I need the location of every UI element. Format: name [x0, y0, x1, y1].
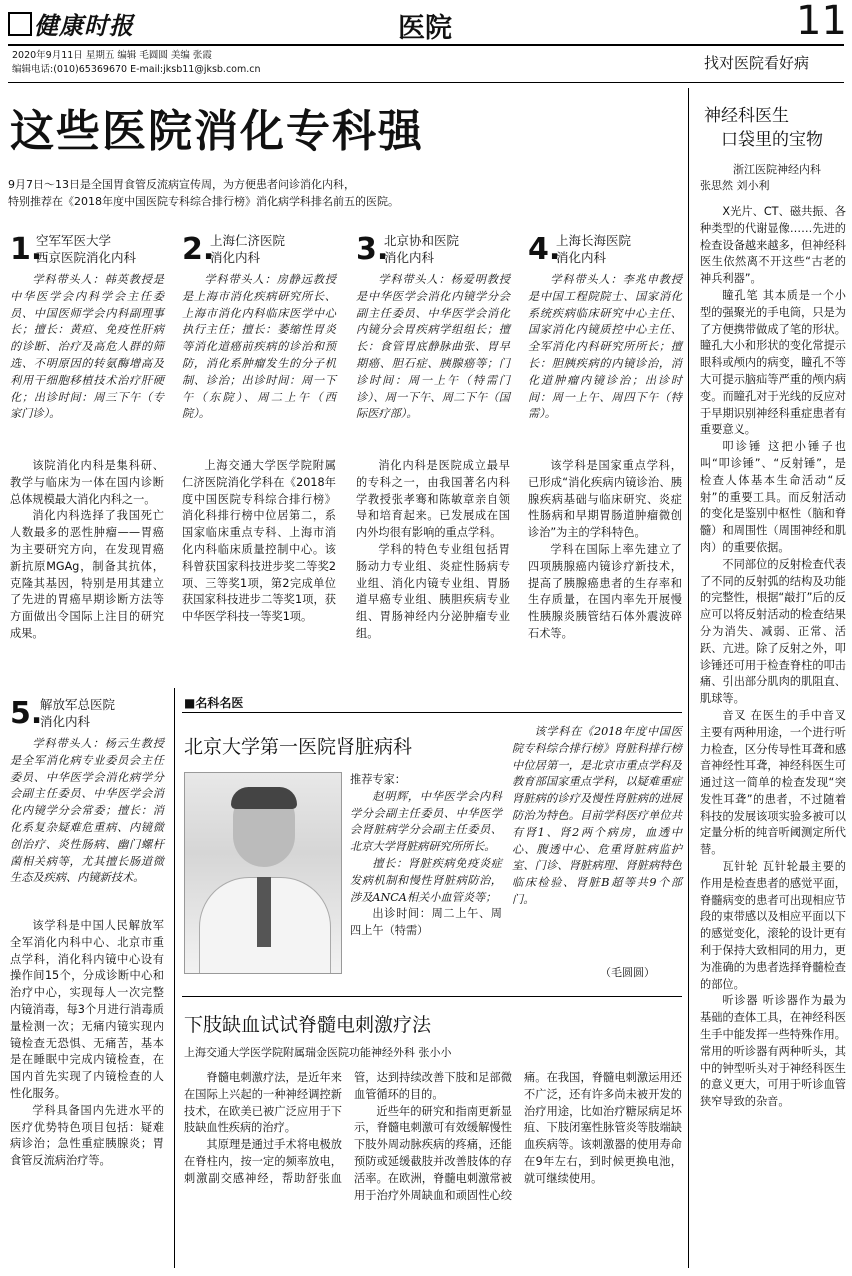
- hospital-name-line: 空军军医大学: [36, 233, 112, 248]
- body-paragraph: 瞳孔笔 其本质是一个小型的强聚光的手电筒，只是为了方便携带做成了笔的形状。瞳孔大小和形状的变化常提示眼科或颅内的病变，瞳孔不等大可提示脑疝等严重的颅内病变。而瞳孔对于光线的反应对于早期识别神经科重症患者有重要意义。: [700, 288, 846, 437]
- hospital-name: [210, 232, 285, 266]
- body-paragraph: 脊髓电刺激疗法，是近年来在国际上兴起的一种神经调控新技术，在欧美已被广泛应用于下肢缺血性疾病的治疗。: [184, 1071, 342, 1135]
- body-paragraph: 学科具备国内先进水平的医疗优势特色项目包括：疑难病诊治；急性重症胰腺炎；胃食管反流病治疗等。: [10, 1103, 164, 1168]
- recommend-label: 推荐专家：: [350, 773, 406, 786]
- sidebar-author-line: 张思然 刘小利: [700, 179, 770, 192]
- hospital-name-line: 消化内科: [384, 250, 435, 265]
- body-paragraph: 听诊器 听诊器作为最为基础的查体工具，在神经科医生手中能发挥一些特殊作用。常用的听诊器有两种听头，其中的钟型听头对于神经科医生的意义更大，可用于听诊血管狭窄导致的杂音。: [700, 994, 846, 1109]
- body-paragraph: 该学科是国家重点学科，已形成“消化疾病内镜诊治、胰腺疾病基础与临床研究、炎症性肠病和早期胃肠道肿瘤微创诊治”为主的学科特色。: [528, 459, 682, 540]
- hospital-name: [384, 232, 459, 266]
- sidebar-title-line: 口袋里的宝物: [721, 130, 823, 150]
- sidebar-divider: [688, 88, 689, 1268]
- doctor-tie-shape: [257, 877, 271, 947]
- hospital-body: [356, 458, 510, 643]
- hospital-number: 2.: [182, 232, 215, 267]
- famous-dept-label-text: 名科名医: [195, 696, 244, 710]
- recommend-expert: [350, 772, 502, 940]
- hospital-name-line: 消化内科: [210, 250, 261, 265]
- hospital-body: [528, 458, 682, 643]
- hospital-name-line: 消化内科: [556, 250, 607, 265]
- doctor-hair-shape: [231, 787, 297, 809]
- masthead-bottom-rule: [8, 82, 844, 83]
- leader-bio: 学科带头人：杨爱明教授是中华医学会消化内镜学分会副主任委员、中华医学会消化内镜分会胃疾病学组组长；擅长：食管胃底静脉曲张、胃早期癌、胆石症、胰腺癌等；门诊时间：周一上午（特需门诊）、周一下午、周二下午（国际医疗部）。: [356, 273, 510, 421]
- famous-dept-label: [184, 694, 243, 711]
- main-headline: 这些医院消化专科强: [10, 106, 424, 157]
- logo-mark-icon: [8, 12, 32, 36]
- body-paragraph: 该学科是中国人民解放军全军消化内科中心、北京市重点学科，消化科内镜中心设有操作间15个，分成诊断中心和治疗中心，实现每人一次完整内镜消毒，每3个月进行消毒质量检测一次；无痛内镜实现内镜检查无恐惧、无痛苦，基本是在睡眠中完成内镜检查，在国内首先实现了内镜检查的人性化服务。: [10, 919, 164, 1100]
- body-paragraph: 近些年的研究和指南更新显示，脊髓电刺激可有效缓解慢性下肢外周动脉疾病的疼痛，还能预防或延缓截肢并改善肢体的存活率。在欧洲，脊髓电刺激常被用于治疗外周缺血和顽固性心绞痛。在我国，脊髓电刺激运用还不广泛，还有许多尚未被开发的治疗用途，比如治疗糖尿病足坏疽、下肢闭塞性脉管炎等肢端缺血疾病等。该刺激器的使用寿命在9年左右，到时候更换电池，就可继续使用。: [354, 1071, 682, 1202]
- doctor-photo: [184, 772, 342, 974]
- expert-bio: 赵明辉，中华医学会内科学分会副主任委员、中华医学会肾脏病学分会副主任委员、北京大学肾脏病研究所所长。: [350, 789, 502, 854]
- body-paragraph: 该院消化内科是集科研、教学与临床为一体在国内诊断总体规模最大消化内科之一。: [10, 459, 164, 506]
- contact-line: 编辑电话:(010)65369670 E-mail:jksb11@jksb.com.cn: [12, 64, 261, 75]
- hospital-number: 3.: [356, 232, 389, 267]
- body-paragraph: 学科的特色专业组包括胃肠动力专业组、炎症性肠病专业组、消化内镜专业组、胃肠道早癌专业组、胰胆疾病专业组、胃肠神经内分泌肿瘤专业组。: [356, 542, 510, 640]
- intro-line: 9月7日～13日是全国胃食管反流病宣传周，为方便患者问诊消化内科，: [8, 178, 355, 191]
- hospital-name-line: 上海仁济医院: [210, 233, 286, 248]
- body-paragraph: 不同部位的反射检查代表了不同的反射弧的结构及功能的完整性，根据“敲打”后的反应可以将反射活动的检查结果分为消失、减弱、正常、活跃、亢进。除了反射之外，叩诊锤还可用于检查脊柱的叩击痛、引出部分肌肉的肌阻直、肌球等。: [700, 557, 846, 706]
- body-paragraph: 上海交通大学医学院附属仁济医院消化学科在《2018年度中国医院专科综合排行榜》消化科排行榜中位居第二，系国家临床重点专科、上海市消化内科临床质量控制中心。该科曾获国家科技进步奖二等奖2项、三等奖1项，第2完成单位获国家科技进步二等奖1项，获中华医学科技一等奖1项。: [182, 459, 336, 624]
- article2-title: 下肢缺血试试脊髓电刺激疗法: [184, 1014, 432, 1036]
- sidebar-body: [700, 204, 846, 1111]
- intro-line: 特别推荐在《2018年度中国医院专科综合排行榜》消化病学科排名前五的医院。: [8, 195, 399, 208]
- date-line: 2020年9月11日 星期五 编辑 毛圆圆 美编 张霞: [12, 50, 212, 61]
- body-paragraph: 消化内科是医院成立最早的专科之一，由我国著名内科学教授张孝骞和陈敏章亲自领导和培育起来。已发展成在国内外均很有影响的重点学科。: [356, 459, 510, 540]
- body-paragraph: X光片、CT、磁共振、各种类型的代谢显像……先进的检查设备越来越多，但神经科医生依然离不开这些“古老的神兵利器”。: [700, 205, 846, 286]
- hospital-name-line: 解放军总医院: [40, 697, 116, 712]
- headline-intro: [8, 176, 399, 210]
- sidebar-title-line: 神经科医生: [704, 106, 789, 126]
- famous-dept-rule: [182, 712, 682, 713]
- leader-bio: 学科带头人：韩英教授是中华医学会内科学会主任委员、中国医师学会内科副理事长；擅长：黄疸、免疫性肝病的诊断、治疗及高危人群的筛选、不明原因的转氨酶增高及利用干细胞移植技术治疗肝硬化；出诊时间：周三下午（专家门诊）。: [10, 273, 164, 421]
- hospital-name-line: 上海长海医院: [556, 233, 632, 248]
- body-paragraph: 学科在国际上率先建立了四项胰腺癌内镜诊疗新技术，提高了胰腺癌患者的生存率和生存质量，在国内率先开展慢性胰腺炎胰管结石体外震波碎石术等。: [528, 542, 682, 640]
- logo-text: 健康时报: [34, 11, 134, 40]
- hospital-name: [556, 232, 631, 266]
- sidebar-title: [704, 104, 823, 152]
- column-divider: [174, 688, 175, 1268]
- hospital-number: 1.: [10, 232, 43, 267]
- section-title: 医院: [398, 13, 452, 44]
- body-paragraph: 音叉 在医生的手中音叉主要有两种用途，一个进行听力检查，区分传导性耳聋和感音神经性耳聋，神经科医生可通过这一简单的检查发现“突发性耳聋”的患者，不过随着科技的发展该项实验多被可以定量分析的纯音听阈测定所代替。: [700, 708, 846, 857]
- famous-dept-author: （毛圆圆）: [600, 966, 655, 979]
- leader-bio: 学科带头人：李兆申教授是中国工程院院士、国家消化系统疾病临床研究中心主任、国家消化内镜质控中心主任、全军消化内科研究所所长；擅长：胆胰疾病的内镜诊治，消化道肿瘤内镜诊治；出诊时间：周一上午、周四下午（特需）。: [528, 273, 682, 421]
- sidebar-author-line: 浙江医院神经内科: [733, 163, 821, 176]
- leader-bio: 学科带头人：杨云生教授是全军消化病专业委员会主任委员、中华医学会消化病学分会副主任委员、中华医学会消化内镜学分会常委；擅长：消化系复杂疑难危重病、内镜微创治疗、炎性肠病、幽门螺杆菌相关病等，尤其擅长肠道微生态及疾病、内镜新技术。: [10, 737, 164, 885]
- hospital-name-line: 消化内科: [40, 714, 91, 729]
- hospital-number: 5.: [10, 696, 43, 731]
- body-paragraph: 瓦针轮 瓦针轮最主要的作用是检查患者的感觉平面，脊髓病变的患者可出现相应节段的束带感以及相应平面以下的感觉变化，滚轮的设计更有利于保持大致相同的用力，更为准确的为患者选择脊髓检查的部位。: [700, 860, 846, 991]
- hospital-name: [36, 232, 136, 266]
- slogan: 找对医院看好病: [704, 54, 810, 72]
- body-paragraph: 其原理是通过手术将电极放在脊柱内，按一定的频率放电，刺激副交感神经，帮助舒张血管，达到持续改善下肢和足部微血管循环的目的。: [184, 1071, 512, 1185]
- square-bullet-icon: ■: [184, 696, 196, 710]
- hospital-name: [40, 696, 115, 730]
- hospital-body: [10, 458, 164, 643]
- hospital-number: 4.: [528, 232, 561, 267]
- body-paragraph: 叩诊锤 这把小锤子也叫“叩诊锤”、“反射锤”，是检查人体基本生命活动“反射”的重要工具。而反射活动的变化是鉴别中枢性（脑和脊髓）和周围性（周围神经和肌肉）的重要依据。: [700, 440, 846, 554]
- masthead-rule: [8, 44, 844, 46]
- newspaper-logo: [8, 6, 134, 41]
- hospital-body: [10, 918, 164, 1170]
- famous-dept-title: 北京大学第一医院肾脏病科: [184, 736, 413, 758]
- article2-rule: [182, 996, 682, 997]
- expert-clinic-time: 出诊时间：周二上午、周四上午（特需）: [350, 907, 502, 938]
- expert-specialty: 擅长：肾脏疾病免疫炎症发病机制和慢性肾脏病防治，涉及ANCA相关小血管炎等；: [350, 856, 502, 904]
- hospital-name-line: 西京医院消化内科: [36, 250, 137, 265]
- article2-byline: 上海交通大学医学院附属瑞金医院功能神经外科 张小小: [184, 1046, 452, 1059]
- page-number: 11: [796, 0, 847, 44]
- sidebar-author: [700, 162, 821, 194]
- leader-bio: 学科带头人：房静远教授是上海市消化疾病研究所长、上海市消化内科临床医学中心执行主任；擅长：萎缩性胃炎等消化道癌前疾病的诊治和预防，消化系肿瘤发生的分子机制、诊治；出诊时间：周一下午（东院）、周二上午（西院）。: [182, 273, 336, 421]
- article2-body: [184, 1070, 682, 1256]
- hospital-body: [182, 458, 336, 626]
- hospital-name-line: 北京协和医院: [384, 233, 460, 248]
- body-paragraph: 消化内科选择了我国死亡人数最多的恶性肿瘤——胃癌为主要研究方向，在发现胃癌新抗原MGAg，制备其抗体，克隆其基因，特别是用其建立了先进的胃癌早期诊断方法等方面做出令国际上注目的研究成果。: [10, 509, 164, 640]
- famous-dept-desc: 该学科在《2018年度中国医院专科综合排行榜》肾脏科排行榜中位居第一，是北京市重点学科及教育部国家重点学科，以疑难重症肾脏病的诊疗及慢性肾脏病的进展防治为特色。目前学科医疗单位共有肾1、肾2两个病房，血透中心、腹透中心、危重肾脏病监护室、门诊、肾脏病理、肾脏病特色临床检验、肾脏B超等共9个部门。: [512, 725, 682, 906]
